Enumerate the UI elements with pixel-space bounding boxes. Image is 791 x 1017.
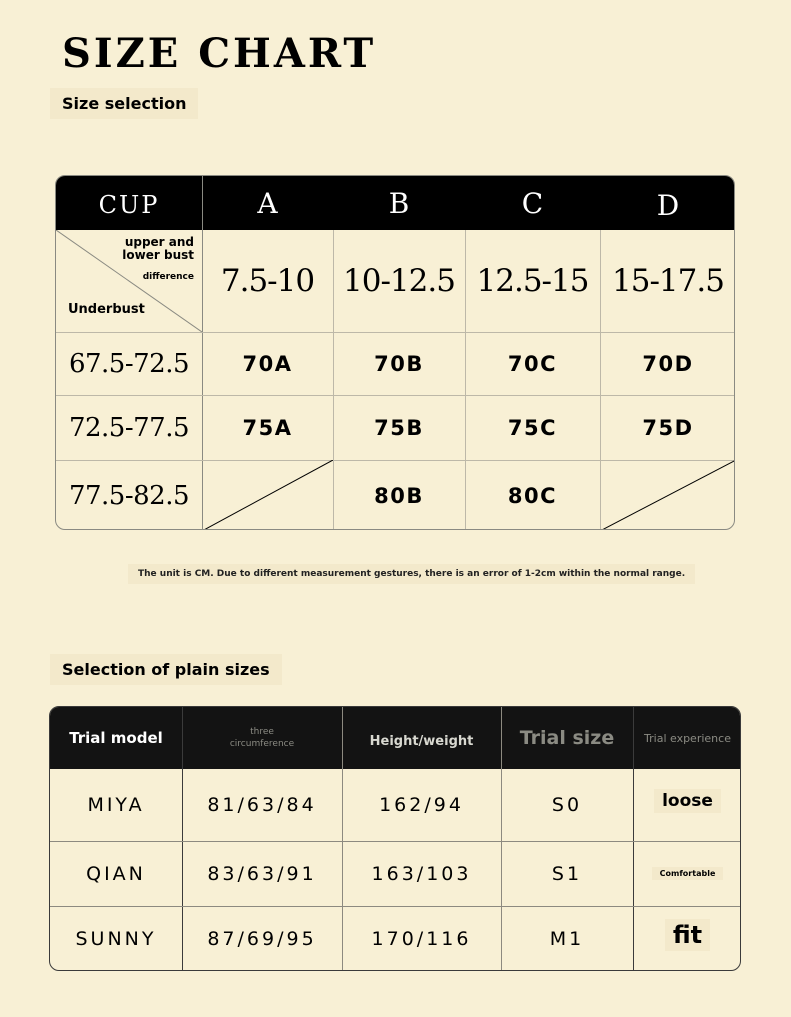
cup-header: CUP [98, 191, 160, 219]
size-cell: 80C [507, 483, 558, 508]
size-cell: 70C [507, 351, 558, 376]
three-circumference-cell: 83/63/91 [207, 862, 317, 885]
section-label-size-selection: Size selection [50, 88, 198, 119]
cup-a-header: A [257, 186, 278, 220]
cup-d-header: D [656, 188, 680, 222]
size-cell: 70B [374, 351, 424, 376]
measurement-note: The unit is CM. Due to different measurement gestures, there is an error of 1-2cm within the normal range. [128, 564, 695, 584]
height-weight-cell: 162/94 [379, 794, 464, 816]
underbust-row-3: 77.5-82.5 [68, 480, 190, 511]
size-cell: 70D [642, 351, 694, 376]
trial-experience-cell: fit [633, 906, 741, 971]
trial-model-cell: SUNNY [75, 928, 157, 950]
trial-experience-cell: loose [633, 769, 741, 841]
underbust-row-2: 72.5-77.5 [68, 412, 190, 443]
trial-size-cell: M1 [549, 928, 585, 950]
cup-b-header: B [388, 186, 410, 220]
corner-upper-lower-bust: upper and lower bust [122, 235, 194, 262]
size-cell: 80B [374, 483, 424, 508]
difference-c: 12.5-15 [476, 263, 589, 299]
trial-model-cell: QIAN [86, 862, 146, 885]
trial-size-cell: S0 [551, 794, 583, 816]
three-circumference-cell: 87/69/95 [207, 928, 317, 950]
corner-difference: difference [142, 272, 194, 282]
height-weight-cell: 163/103 [371, 862, 472, 885]
page-title: SIZE CHART [62, 30, 377, 77]
header-trial-experience: Trial experience [644, 731, 731, 745]
size-cell: 70A [242, 351, 293, 376]
size-cell: 75C [507, 415, 558, 440]
section-label-plain-sizes: Selection of plain sizes [50, 654, 282, 685]
unavailable-cell-diagonal [600, 460, 735, 530]
difference-b: 10-12.5 [343, 263, 455, 299]
size-cell: 75D [642, 415, 694, 440]
cup-c-header: C [521, 186, 544, 220]
difference-d: 15-17.5 [612, 263, 724, 299]
unavailable-cell-diagonal [202, 460, 333, 530]
underbust-row-1: 67.5-72.5 [68, 348, 190, 379]
height-weight-cell: 170/116 [371, 928, 472, 950]
header-height-weight: Height/weight [369, 733, 474, 749]
trial-size-cell: S1 [551, 862, 583, 885]
trial-model-cell: MIYA [87, 794, 145, 816]
size-cell: 75B [374, 415, 424, 440]
trial-experience-cell: Comfortable [633, 841, 741, 906]
three-circumference-cell: 81/63/84 [207, 794, 317, 816]
header-trial-model: Trial model [69, 729, 163, 747]
difference-a: 7.5-10 [220, 263, 315, 299]
cup-size-table [55, 175, 735, 530]
size-cell: 75A [242, 415, 293, 440]
corner-underbust: Underbust [68, 302, 145, 317]
header-trial-size: Trial size [519, 727, 615, 749]
trial-size-table [49, 706, 741, 971]
header-three-circumference: three circumference [229, 727, 295, 749]
